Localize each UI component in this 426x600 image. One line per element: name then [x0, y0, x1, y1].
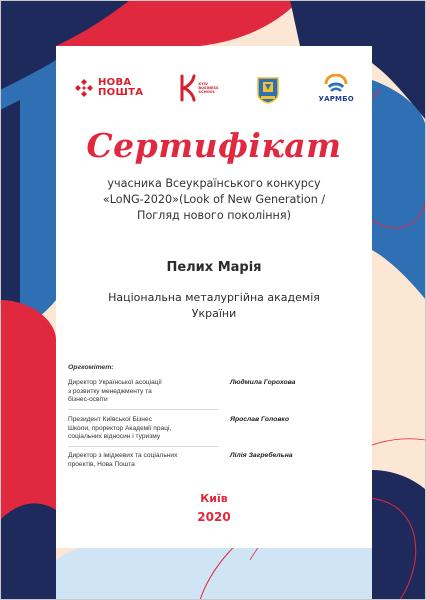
- committee-member: [68, 379, 360, 413]
- subtitle-line-2: «LoNG-2020»(Look of New Generation /: [102, 193, 326, 206]
- kbs-line3: SCHOOL: [198, 90, 215, 94]
- nova-poshta-icon: [74, 78, 94, 98]
- member-role-line: Директор з іміджевих та соціальних: [68, 452, 178, 459]
- member-role-line: Школи, проректор Академії праці,: [68, 424, 172, 432]
- organization-line-2: України: [191, 307, 237, 320]
- recipient-name: Пелих Марія: [166, 260, 262, 275]
- member-role-line: соціальних відносин і туризму: [68, 433, 161, 441]
- member-name: Лілія Загребельна: [230, 452, 293, 459]
- member-name: Ярослав Головко: [230, 416, 290, 423]
- organization-line-1: Національна металургійна академія: [108, 291, 320, 304]
- certificate-city: Київ: [200, 492, 228, 505]
- nova-poshta-line1: НОВА: [98, 77, 132, 88]
- committee-heading: Оргкомітет:: [68, 364, 114, 371]
- member-divider: [68, 409, 218, 410]
- subtitle-line-1: учасника Всеукраїнського конкурсу: [107, 177, 321, 190]
- committee-member: [68, 416, 360, 450]
- member-role: [68, 416, 218, 442]
- member-role-line: проектів, Нова Пошта: [68, 460, 135, 468]
- uarmbo-icon: [323, 74, 349, 94]
- certificate-card: [56, 46, 372, 548]
- nova-poshta-logo: [74, 78, 143, 98]
- academy-emblem-icon: [254, 72, 282, 104]
- certificate-subtitle: [66, 176, 362, 224]
- kbs-icon: [179, 74, 197, 102]
- kbs-line2: BUSINESS: [198, 86, 219, 90]
- member-role-line: Президент Київської Бізнес: [68, 416, 152, 423]
- member-role-line: Директор Української асоціації: [68, 379, 162, 386]
- recipient-organization: [66, 290, 362, 322]
- nova-poshta-line2: ПОШТА: [98, 87, 144, 98]
- kyiv-business-school-logo: [179, 74, 218, 102]
- logos-row: [56, 66, 372, 110]
- uarmbo-logo: [319, 74, 354, 103]
- committee-member: [68, 452, 360, 476]
- certificate-title: Сертифікат: [86, 126, 342, 165]
- member-divider: [68, 446, 218, 447]
- shape-navy-bottom-right: [372, 470, 426, 600]
- member-role: [68, 452, 218, 469]
- member-role-line: бізнес-освіти: [68, 396, 108, 404]
- academy-logo: [254, 72, 282, 104]
- uarmbo-label: УАРМБО: [318, 94, 354, 103]
- shape-navy-bottom-left: [0, 503, 56, 600]
- member-role: [68, 379, 218, 405]
- subtitle-line-3: Погляд нового покоління): [137, 209, 291, 222]
- certificate-year: 2020: [197, 510, 231, 524]
- member-role-line: з розвитку менеджменту та: [68, 387, 152, 395]
- kbs-line1: KYIV: [198, 82, 208, 86]
- member-name: Людмила Горохова: [230, 379, 296, 386]
